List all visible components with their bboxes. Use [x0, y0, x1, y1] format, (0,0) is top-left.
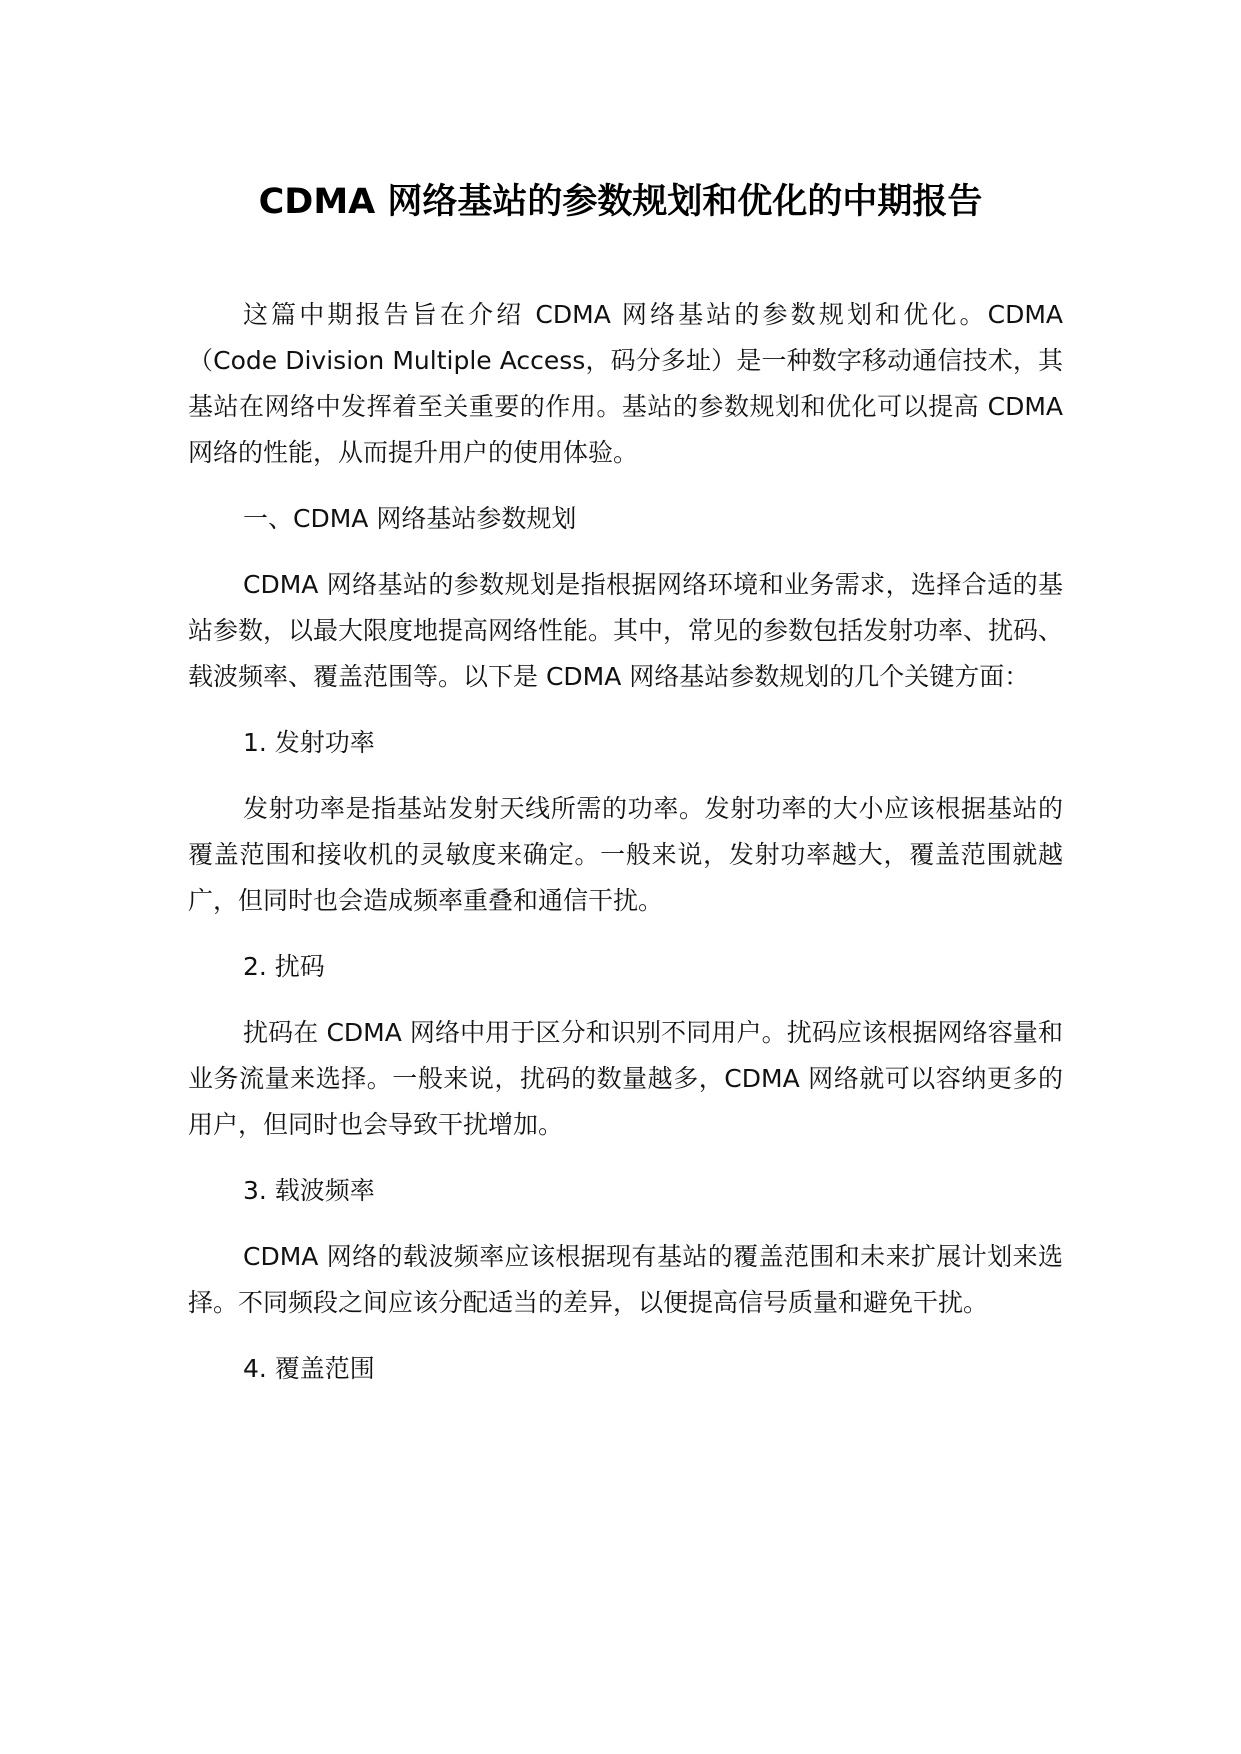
- item-heading-scrambling-code: 2. 扰码: [243, 952, 325, 981]
- section-heading-1: 一、CDMA 网络基站参数规划: [243, 504, 577, 533]
- item-paragraph-scrambling-code: 扰码在 CDMA 网络中用于区分和识别不同用户。扰码应该根据网络容量和业务流量来选择。一般来说，扰码的数量越多，CDMA 网络就可以容纳更多的用户，但同时也会导致干扰增加。: [188, 1018, 1063, 1139]
- item-paragraph-carrier-frequency: CDMA 网络的载波频率应该根据现有基站的覆盖范围和未来扩展计划来选择。不同频段之间应该分配适当的差异，以便提高信号质量和避免干扰。: [188, 1242, 1063, 1317]
- section-paragraph-1: CDMA 网络基站的参数规划是指根据网络环境和业务需求，选择合适的基站参数，以最大限度地提高网络性能。其中，常见的参数包括发射功率、扰码、载波频率、覆盖范围等。以下是 CDMA 网络基站参数规划的几个关键方面：: [188, 570, 1064, 691]
- item-heading-coverage: 4. 覆盖范围: [243, 1354, 375, 1383]
- item-paragraph-transmit-power: 发射功率是指基站发射天线所需的功率。发射功率的大小应该根据基站的覆盖范围和接收机的灵敏度来确定。一般来说，发射功率越大，覆盖范围就越广，但同时也会造成频率重叠和通信干扰。: [188, 794, 1063, 915]
- document-body: [188, 292, 1063, 1412]
- intro-paragraph: 这篇中期报告旨在介绍 CDMA 网络基站的参数规划和优化。CDMA（Code Division Multiple Access，码分多址）是一种数字移动通信技术，其基站在网络中发挥着至关重要的作用。基站的参数规划和优化可以提高 CDMA 网络的性能，从而提升用户的使用体验。: [188, 300, 1063, 467]
- item-heading-carrier-frequency: 3. 载波频率: [243, 1176, 375, 1205]
- document-title: CDMA 网络基站的参数规划和优化的中期报告: [258, 182, 983, 222]
- item-heading-transmit-power: 1. 发射功率: [243, 728, 375, 757]
